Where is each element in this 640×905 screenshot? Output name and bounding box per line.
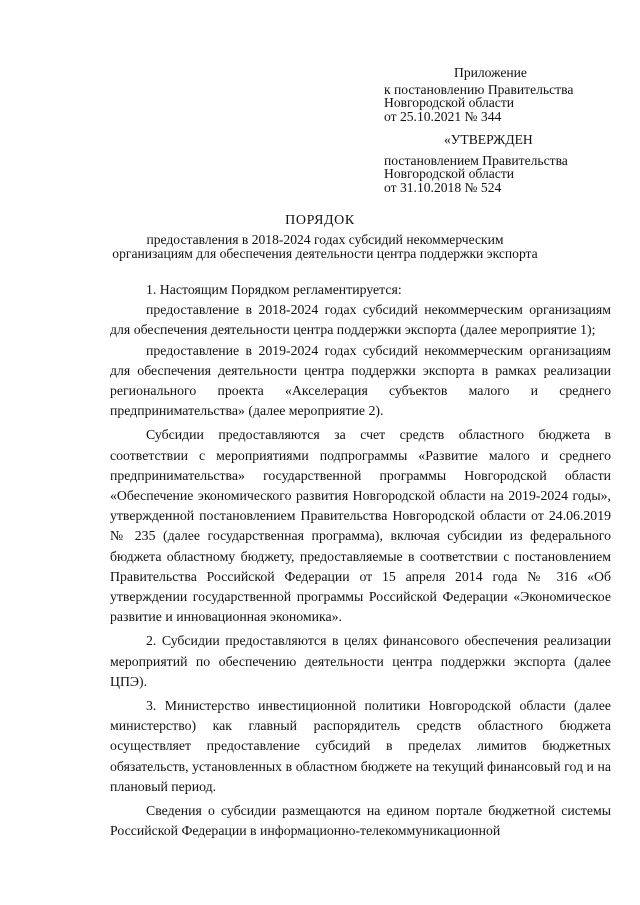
document-title: ПОРЯДОК [285,213,355,228]
approval-heading: «УТВЕРЖДЕН [444,132,533,147]
approval-line: от 31.10.2018 № 524 [384,179,502,195]
paragraph: предоставление в 2018-2024 годах субсидий некоммерческим организациям для обеспечения деятельности центра поддержки экспорта (далее мероприятие 1); [110,302,611,338]
paragraph: Сведения о субсидии размещаются на едином портале бюджетной системы Российской Федерации в информационно-телекоммуникационной [110,803,611,839]
paragraph: 2. Субсидии предоставляются в целях финансового обеспечения реализации мероприятий по обеспечению деятельности центра поддержки экспорта (далее ЦПЭ). [110,633,611,689]
appendix-label: Приложение [454,65,527,80]
appendix-line: к постановлению Правительства [384,81,574,97]
appendix-block [384,66,624,123]
appendix-line: от 25.10.2021 № 344 [384,108,502,124]
approval-line: Новгородской области [384,166,515,181]
document-body [110,280,611,841]
paragraph: предоставление в 2019-2024 годах субсидий некоммерческим организациям для обеспечения деятельности центра поддержки экспорта в рамках реализации регионального проекта «Акселерация субъектов малого и среднего предпринимательства» (далее мероприятие 2). [110,342,611,419]
approval-block [384,133,624,194]
document-subtitle: предоставления в 2018-2024 годах субсидий некоммерческим организациям для обеспечения деятельности центра поддержки экспорта [112,232,538,261]
paragraph: 1. Настоящим Порядком регламентируется: [146,282,402,297]
appendix-line: Новгородской области [384,95,515,110]
paragraph: 3. Министерство инвестиционной политики Новгородской области (далее министерство) как главный распорядитель средств областного бюджета осуществляет предоставление субсидий в пределах лимитов бюджетных обязательств, установленных в областном бюджете на текущий финансовый год и на плановый период. [110,698,611,794]
approval-line: постановлением Правительства [384,152,568,168]
paragraph: Субсидии предоставляются за счет средств областного бюджета в соответствии с мероприятиями подпрограммы «Развитие малого и среднего предпринимательства» государственной программы Новгородской области «Обеспечение экономического развития Новгородской области на 2019-2024 годы», утвержденной постановлением Правительства Новгородской области от 24.06.2019 № 235 (далее государственная программа), включая субсидии из федерального бюджета областному бюджету, предоставляемые в соответствии с постановлением Правительства Российской Федерации от 15 апреля 2014 года № 316 «Об утверждении государственной программы Российской Федерации «Экономическое развитие и инновационная экономика». [110,427,611,625]
